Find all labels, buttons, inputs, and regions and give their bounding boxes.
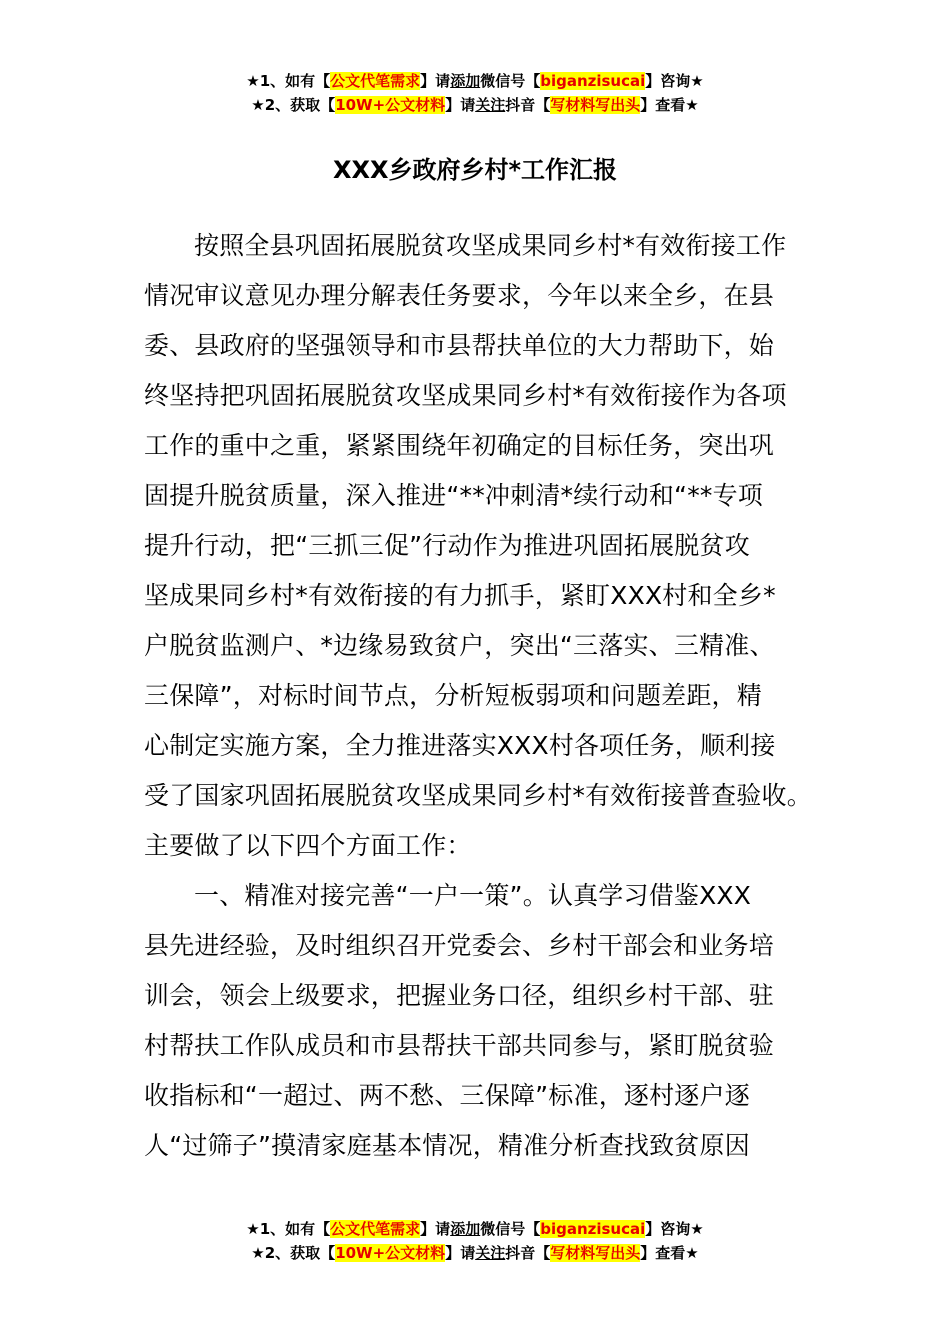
paragraph-line: 训会，领会上级要求，把握业务口径，组织乡村干部、驻 <box>144 981 775 1010</box>
paragraph-line: 县先进经验，及时组织召开党委会、乡村干部会和业务培 <box>144 931 775 960</box>
promo-line-1 <box>0 1217 950 1241</box>
promo-text: ★1、如有【 <box>246 72 331 90</box>
promo-text: 抖音【 <box>505 1244 551 1262</box>
promo-underline: 添加 <box>450 1220 481 1238</box>
promo-line-2 <box>0 1241 950 1265</box>
promo-text: 微信号【 <box>480 1220 541 1238</box>
paragraph-line: 工作的重中之重，紧紧围绕年初确定的目标任务，突出巩 <box>144 431 775 460</box>
paragraph-line: 户脱贫监测户、*边缘易致贫户，突出“三落实、三精准、 <box>144 631 775 660</box>
paragraph-line: 坚成果同乡村*有效衔接的有力抓手，紧盯XXX村和全乡* <box>144 581 776 610</box>
paragraph-line: 人“过筛子”摸清家庭基本情况，精准分析查找致贫原因 <box>144 1131 750 1160</box>
paragraph-line: 三保障”，对标时间节点，分析短板弱项和问题差距，精 <box>144 681 762 710</box>
promo-text: 】请 <box>420 1220 451 1238</box>
paragraph-line: 按照全县巩固拓展脱贫攻坚成果同乡村*有效衔接工作 <box>194 231 787 260</box>
promo-highlight: 公文代笔需求 <box>330 72 421 90</box>
promo-text: 】请 <box>445 96 476 114</box>
paragraph-line: 提升行动，把“三抓三促”行动作为推进巩固拓展脱贫攻 <box>144 531 750 560</box>
promo-text: 】请 <box>445 1244 476 1262</box>
promo-text: 微信号【 <box>480 72 541 90</box>
promo-douyin-id: 写材料写出头 <box>550 1244 641 1262</box>
paragraph-line: 村帮扶工作队成员和市县帮扶干部共同参与，紧盯脱贫验 <box>144 1031 775 1060</box>
promo-text: ★2、获取【 <box>251 96 336 114</box>
promo-wechat-id: biganzisucai <box>540 72 646 90</box>
promo-text: 】请 <box>420 72 451 90</box>
paragraph-line: 委、县政府的坚强领导和市县帮扶单位的大力帮助下，始 <box>144 331 775 360</box>
paragraph-line: 受了国家巩固拓展脱贫攻坚成果同乡村*有效衔接普查验收。 <box>144 781 812 810</box>
footer-promo-banner <box>0 1217 950 1265</box>
promo-highlight: 10W+公文材料 <box>335 96 446 114</box>
promo-line-2 <box>0 93 950 117</box>
paragraph-line: 收指标和“一超过、两不愁、三保障”标准，逐村逐户逐 <box>144 1081 750 1110</box>
promo-text: ★1、如有【 <box>246 1220 331 1238</box>
promo-underline: 添加 <box>450 72 481 90</box>
promo-text: 】咨询★ <box>645 1220 704 1238</box>
promo-highlight: 10W+公文材料 <box>335 1244 446 1262</box>
promo-text: ★2、获取【 <box>251 1244 336 1262</box>
paragraph-line: 主要做了以下四个方面工作： <box>144 831 472 860</box>
promo-wechat-id: biganzisucai <box>540 1220 646 1238</box>
promo-underline: 关注 <box>475 96 506 114</box>
promo-highlight: 公文代笔需求 <box>330 1220 421 1238</box>
promo-underline: 关注 <box>475 1244 506 1262</box>
paragraph-line: 终坚持把巩固拓展脱贫攻坚成果同乡村*有效衔接作为各项 <box>144 381 787 410</box>
promo-douyin-id: 写材料写出头 <box>550 96 641 114</box>
paragraph-line: 情况审议意见办理分解表任务要求，今年以来全乡，在县 <box>144 281 775 310</box>
header-promo-banner <box>0 69 950 117</box>
promo-text: 】咨询★ <box>645 72 704 90</box>
promo-text: 】查看★ <box>640 1244 699 1262</box>
promo-line-1 <box>0 69 950 93</box>
section-heading-line: 一、精准对接完善“一户一策”。认真学习借鉴XXX <box>194 881 752 910</box>
promo-text: 抖音【 <box>505 96 551 114</box>
paragraph-line: 固提升脱贫质量，深入推进“**冲刺清*续行动和“**专项 <box>144 481 764 510</box>
document-title: XXX乡政府乡村*工作汇报 <box>332 156 618 184</box>
document-body <box>144 221 814 1171</box>
promo-text: 】查看★ <box>640 96 699 114</box>
paragraph-line: 心制定实施方案，全力推进落实XXX村各项任务，顺利接 <box>144 731 776 760</box>
